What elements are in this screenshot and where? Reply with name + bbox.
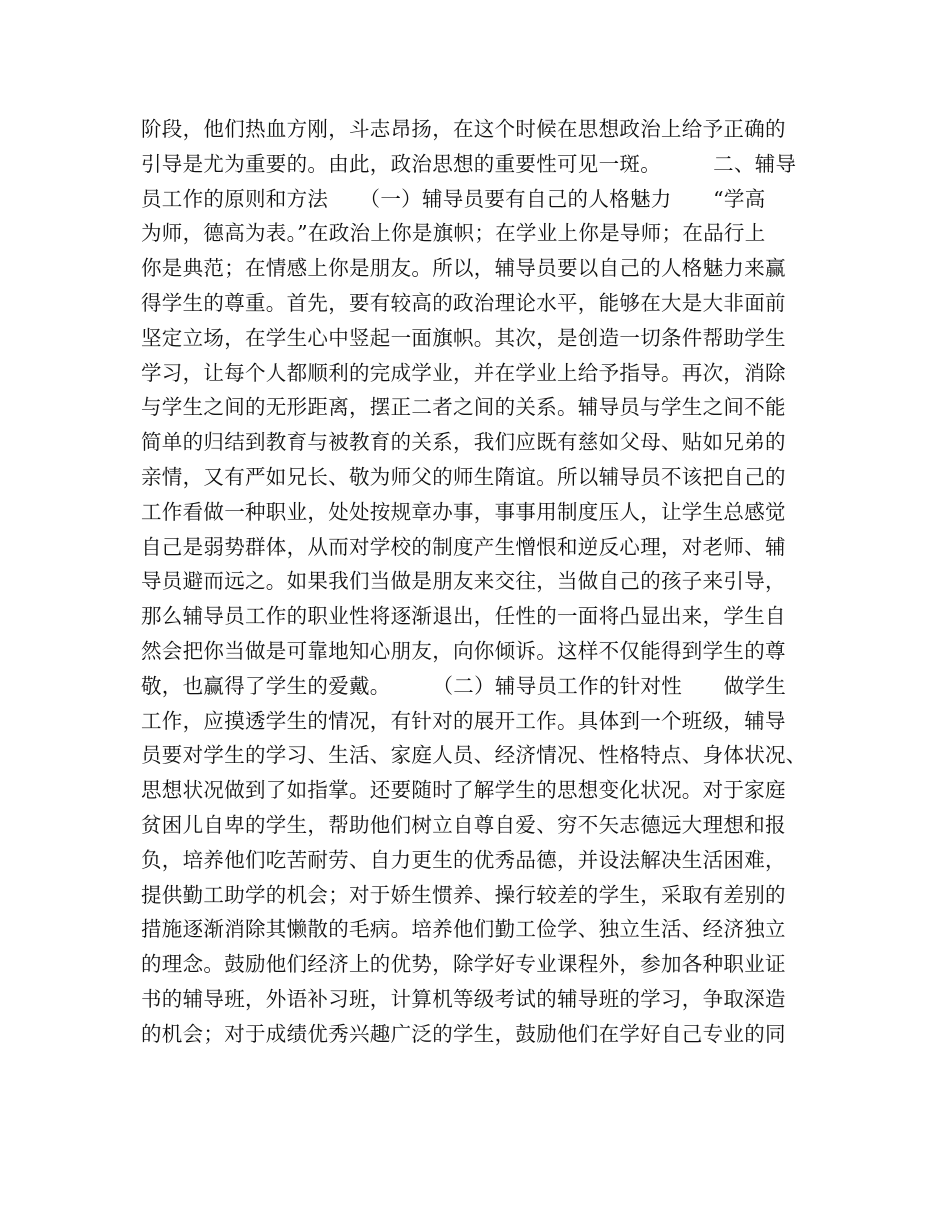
text-line: 工作，应摸透学生的情况，有针对的展开工作。具体到一个班级，辅导 [141,708,786,733]
text-line: 你是典范；在情感上你是朋友。所以，辅导员要以自己的人格魅力来赢 [141,256,786,281]
text-line: 导员避而远之。如果我们当做是朋友来交往，当做自己的孩子来引导， [141,569,786,594]
text-line: 提供勤工助学的机会；对于娇生惯养、操行较差的学生，采取有差别的 [141,882,786,907]
text-line: 措施逐渐消除其懒散的毛病。培养他们勤工俭学、独立生活、经济独立 [141,917,786,942]
text-line: 负，培养他们吃苦耐劳、自力更生的优秀品德，并设法解决生活困难， [141,847,786,872]
text-line: 坚定立场，在学生心中竖起一面旗帜。其次，是创造一切条件帮助学生 [141,325,786,350]
text-line: 工作看做一种职业，处处按规章办事，事事用制度压人，让学生总感觉 [141,499,786,524]
text-line: 学习，让每个人都顺利的完成学业，并在学业上给予指导。再次，消除 [141,360,786,385]
text-line: 简单的归结到教育与被教育的关系，我们应既有慈如父母、贴如兄弟的 [141,430,786,455]
text-line: 员工作的原则和方法 （一）辅导员要有自己的人格魅力 “学高 [141,186,766,211]
body-text [141,112,821,1052]
text-line: 然会把你当做是可靠地知心朋友，向你倾诉。这样不仅能得到学生的尊 [141,638,786,663]
text-line: 阶段，他们热血方刚，斗志昂扬，在这个时候在思想政治上给予正确的 [141,117,786,141]
text-line: 员要对学生的学习、生活、家庭人员、经济情况、性格特点、身体状况、 [141,743,807,768]
text-line: 自己是弱势群体，从而对学校的制度产生憎恨和逆反心理，对老师、辅 [141,534,786,559]
text-line: 亲情，又有严如兄长、敬为师父的师生隋谊。所以辅导员不该把自己的 [141,464,786,489]
text-line: 书的辅导班，外语补习班，计算机等级考试的辅导班的学习，争取深造 [141,986,786,1011]
text-line: 思想状况做到了如指掌。还要随时了解学生的思想变化状况。对于家庭 [141,778,786,803]
text-line: 敬，也赢得了学生的爱戴。 （二）辅导员工作的针对性 做学生 [141,673,787,698]
text-line: 得学生的尊重。首先，要有较高的政治理论水平，能够在大是大非面前 [141,290,786,315]
text-line: 的理念。鼓励他们经济上的优势，除学好专业课程外，参加各种职业证 [141,952,786,977]
text-line: 那么辅导员工作的职业性将逐渐退出，任性的一面将凸显出来，学生自 [141,604,786,629]
text-line: 的机会；对于成绩优秀兴趣广泛的学生，鼓励他们在学好自己专业的同 [141,1021,786,1046]
text-line: 引导是尤为重要的。由此，政治思想的重要性可见一斑。 二、辅导 [141,151,797,176]
text-line: 与学生之间的无形距离，摆正二者之间的关系。辅导员与学生之间不能 [141,395,786,420]
text-line: 贫困儿自卑的学生，帮助他们树立自尊自爱、穷不矢志德远大理想和报 [141,812,786,837]
text-line: 为师，德高为表。”在政治上你是旗帜；在学业上你是导师；在品行上 [141,221,766,246]
